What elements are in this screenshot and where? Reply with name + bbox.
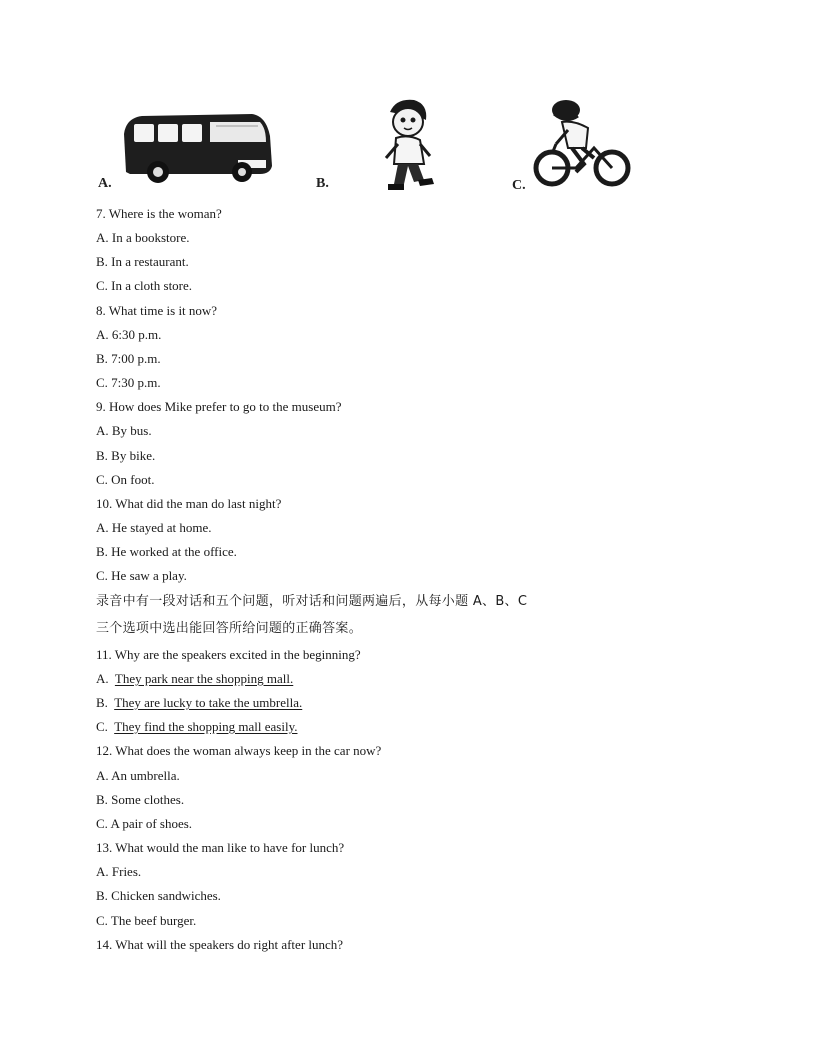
question-11-stem: 11. Why are the speakers excited in the beginning? bbox=[96, 647, 361, 662]
option-letter: C. bbox=[96, 719, 108, 734]
option-letter: A. bbox=[96, 671, 109, 686]
question-12-option-a: A. An umbrella. bbox=[96, 768, 180, 783]
question-11-option-b bbox=[96, 695, 302, 711]
question-7-option-b: B. In a restaurant. bbox=[96, 254, 189, 269]
figure-c-label: C. bbox=[512, 178, 526, 193]
section-instructions-line-2: 三个选项中选出能回答所给问题的正确答案。 bbox=[96, 621, 363, 636]
question-9-stem: 9. How does Mike prefer to go to the museum? bbox=[96, 399, 342, 414]
question-8-option-a: A. 6:30 p.m. bbox=[96, 327, 162, 342]
question-8-option-c: C. 7:30 p.m. bbox=[96, 375, 161, 390]
van-icon bbox=[120, 104, 272, 184]
section-instructions-line-1: 录音中有一段对话和五个问题，听对话和问题两遍后，从每小题 A、B、C bbox=[96, 594, 528, 609]
option-text: They find the shopping mall easily. bbox=[114, 719, 298, 734]
question-12-option-c: C. A pair of shoes. bbox=[96, 816, 193, 831]
question-10-option-b: B. He worked at the office. bbox=[96, 544, 237, 559]
cyclist-icon bbox=[532, 98, 634, 190]
question-13-stem: 13. What would the man like to have for lunch? bbox=[96, 840, 345, 855]
question-9-option-b: B. By bike. bbox=[96, 448, 156, 463]
figure-b-label: B. bbox=[316, 176, 329, 191]
question-7-stem: 7. Where is the woman? bbox=[96, 206, 222, 221]
figure-strip bbox=[98, 96, 634, 196]
question-12-stem: 12. What does the woman always keep in the car now? bbox=[96, 743, 382, 758]
question-12-option-b: B. Some clothes. bbox=[96, 792, 185, 807]
question-8-option-b: B. 7:00 p.m. bbox=[96, 351, 161, 366]
option-text: They are lucky to take the umbrella. bbox=[114, 695, 303, 710]
question-8-stem: 8. What time is it now? bbox=[96, 303, 218, 318]
question-7-option-c: C. In a cloth store. bbox=[96, 278, 193, 293]
question-7-option-a: A. In a bookstore. bbox=[96, 230, 190, 245]
question-10-option-c: C. He saw a play. bbox=[96, 568, 187, 583]
question-9-option-a: A. By bus. bbox=[96, 423, 152, 438]
question-13-option-a: A. Fries. bbox=[96, 864, 142, 879]
question-11-option-c bbox=[96, 719, 297, 735]
question-10-stem: 10. What did the man do last night? bbox=[96, 496, 282, 511]
question-10-option-a: A. He stayed at home. bbox=[96, 520, 212, 535]
figure-a-label: A. bbox=[98, 176, 112, 191]
question-11-option-a bbox=[96, 671, 293, 687]
option-letter: B. bbox=[96, 695, 108, 710]
option-text: They park near the shopping mall. bbox=[114, 671, 294, 686]
question-14-stem: 14. What will the speakers do right after lunch? bbox=[96, 937, 344, 952]
question-13-option-c: C. The beef burger. bbox=[96, 913, 197, 928]
walking-boy-icon bbox=[374, 98, 444, 194]
question-13-option-b: B. Chicken sandwiches. bbox=[96, 888, 221, 903]
question-9-option-c: C. On foot. bbox=[96, 472, 155, 487]
